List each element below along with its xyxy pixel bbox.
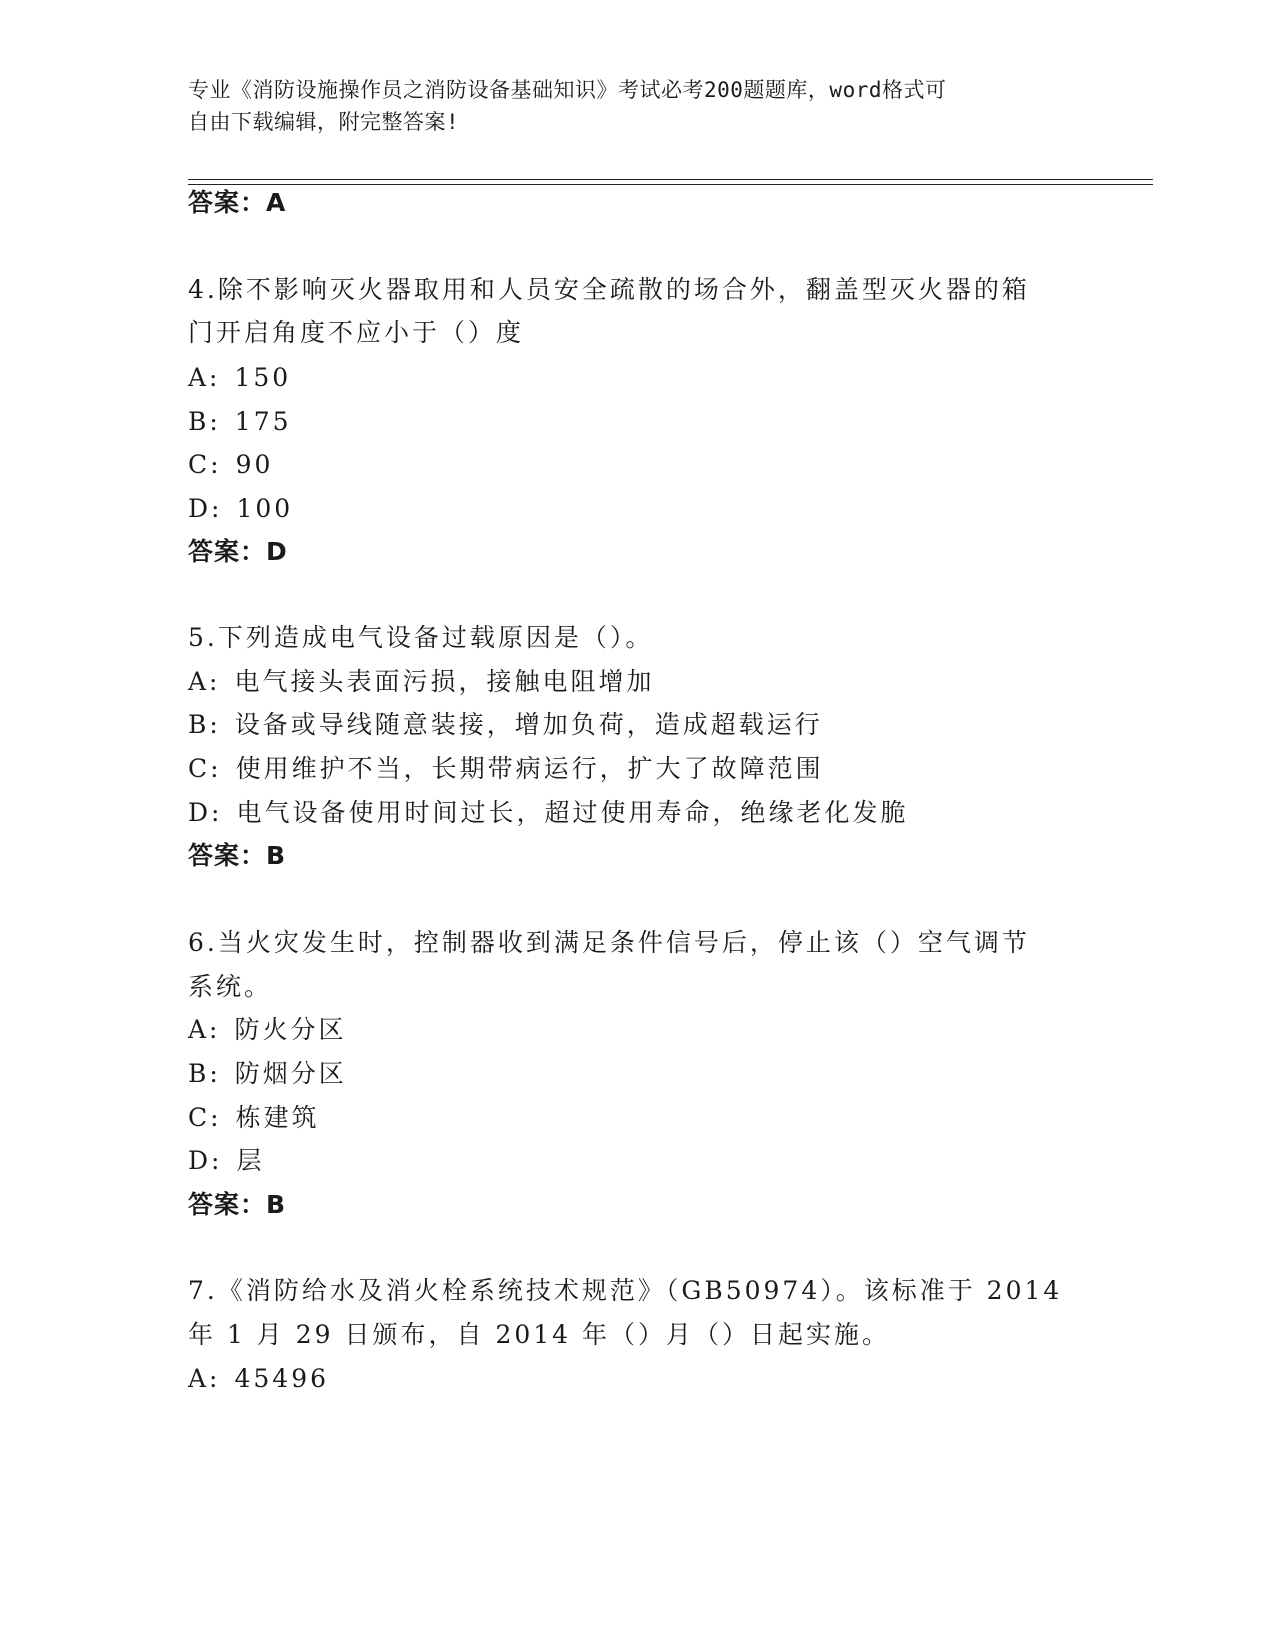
option-text: 层 (236, 1146, 265, 1175)
question-4-option-a (188, 363, 291, 393)
option-key: D: (188, 1146, 223, 1175)
question-6-option-d (188, 1146, 264, 1176)
question-4-option-b (188, 407, 292, 437)
question-6-answer: 答案：B (188, 1190, 287, 1219)
option-key: C: (188, 450, 222, 479)
question-6-stem-line-2: 系统。 (188, 972, 273, 1001)
option-key: B: (188, 710, 221, 739)
option-text: 100 (236, 494, 294, 523)
option-text: 使用维护不当，长期带病运行，扩大了故障范围 (235, 754, 824, 783)
question-4-stem-line-2: 门开启角度不应小于（）度 (188, 318, 525, 347)
option-key: A: (188, 363, 221, 392)
header-line-2: 自由下载编辑，附完整答案! (188, 110, 460, 134)
option-text: 90 (235, 450, 274, 479)
question-4-option-c (188, 450, 273, 480)
option-text: 栋建筑 (235, 1103, 320, 1132)
option-key: D: (188, 494, 223, 523)
option-text: 175 (234, 407, 292, 436)
question-5-option-b (188, 710, 823, 740)
option-key: A: (188, 667, 221, 696)
question-4-stem-line-1: 4.除不影响灭火器取用和人员安全疏散的场合外，翻盖型灭火器的箱 (188, 275, 1030, 304)
option-text: 电气设备使用时间过长，超过使用寿命，绝缘老化发脆 (236, 798, 909, 827)
option-text: 防火分区 (234, 1015, 347, 1044)
option-key: C: (188, 754, 222, 783)
document-header (188, 74, 1068, 138)
question-5-stem-line-1: 5.下列造成电气设备过载原因是（）。 (188, 623, 654, 652)
option-text: 45496 (234, 1364, 330, 1393)
header-line-1: 专业《消防设施操作员之消防设备基础知识》考试必考200题题库，word格式可 (188, 78, 947, 102)
option-key: A: (188, 1364, 221, 1393)
option-text: 设备或导线随意装接，增加负荷，造成超载运行 (234, 710, 823, 739)
answer-previous: 答案：A (188, 188, 287, 217)
option-key: C: (188, 1103, 222, 1132)
question-6-option-c (188, 1103, 320, 1133)
question-5-option-a (188, 667, 655, 697)
option-key: A: (188, 1015, 221, 1044)
question-6-option-a (188, 1015, 347, 1045)
option-text: 150 (234, 363, 292, 392)
question-7-stem-line-1: 7.《消防给水及消火栓系统技术规范》（GB50974）。该标准于 2014 (188, 1276, 1063, 1305)
option-key: D: (188, 798, 223, 827)
question-4-option-d (188, 494, 293, 524)
question-6-option-b (188, 1059, 347, 1089)
question-7-stem-line-2: 年 1 月 29 日颁布，自 2014 年（）月（）日起实施。 (188, 1320, 891, 1349)
question-5-option-c (188, 754, 824, 784)
option-key: B: (188, 407, 221, 436)
question-5-answer: 答案：B (188, 841, 287, 870)
question-5-option-d (188, 798, 908, 828)
question-6-stem-line-1: 6.当火灾发生时，控制器收到满足条件信号后，停止该（）空气调节 (188, 928, 1030, 957)
question-4-answer: 答案：D (188, 537, 288, 566)
header-divider (188, 179, 1153, 185)
option-text: 防烟分区 (234, 1059, 347, 1088)
question-7-option-a (188, 1364, 329, 1394)
option-key: B: (188, 1059, 221, 1088)
option-text: 电气接头表面污损，接触电阻增加 (234, 667, 655, 696)
